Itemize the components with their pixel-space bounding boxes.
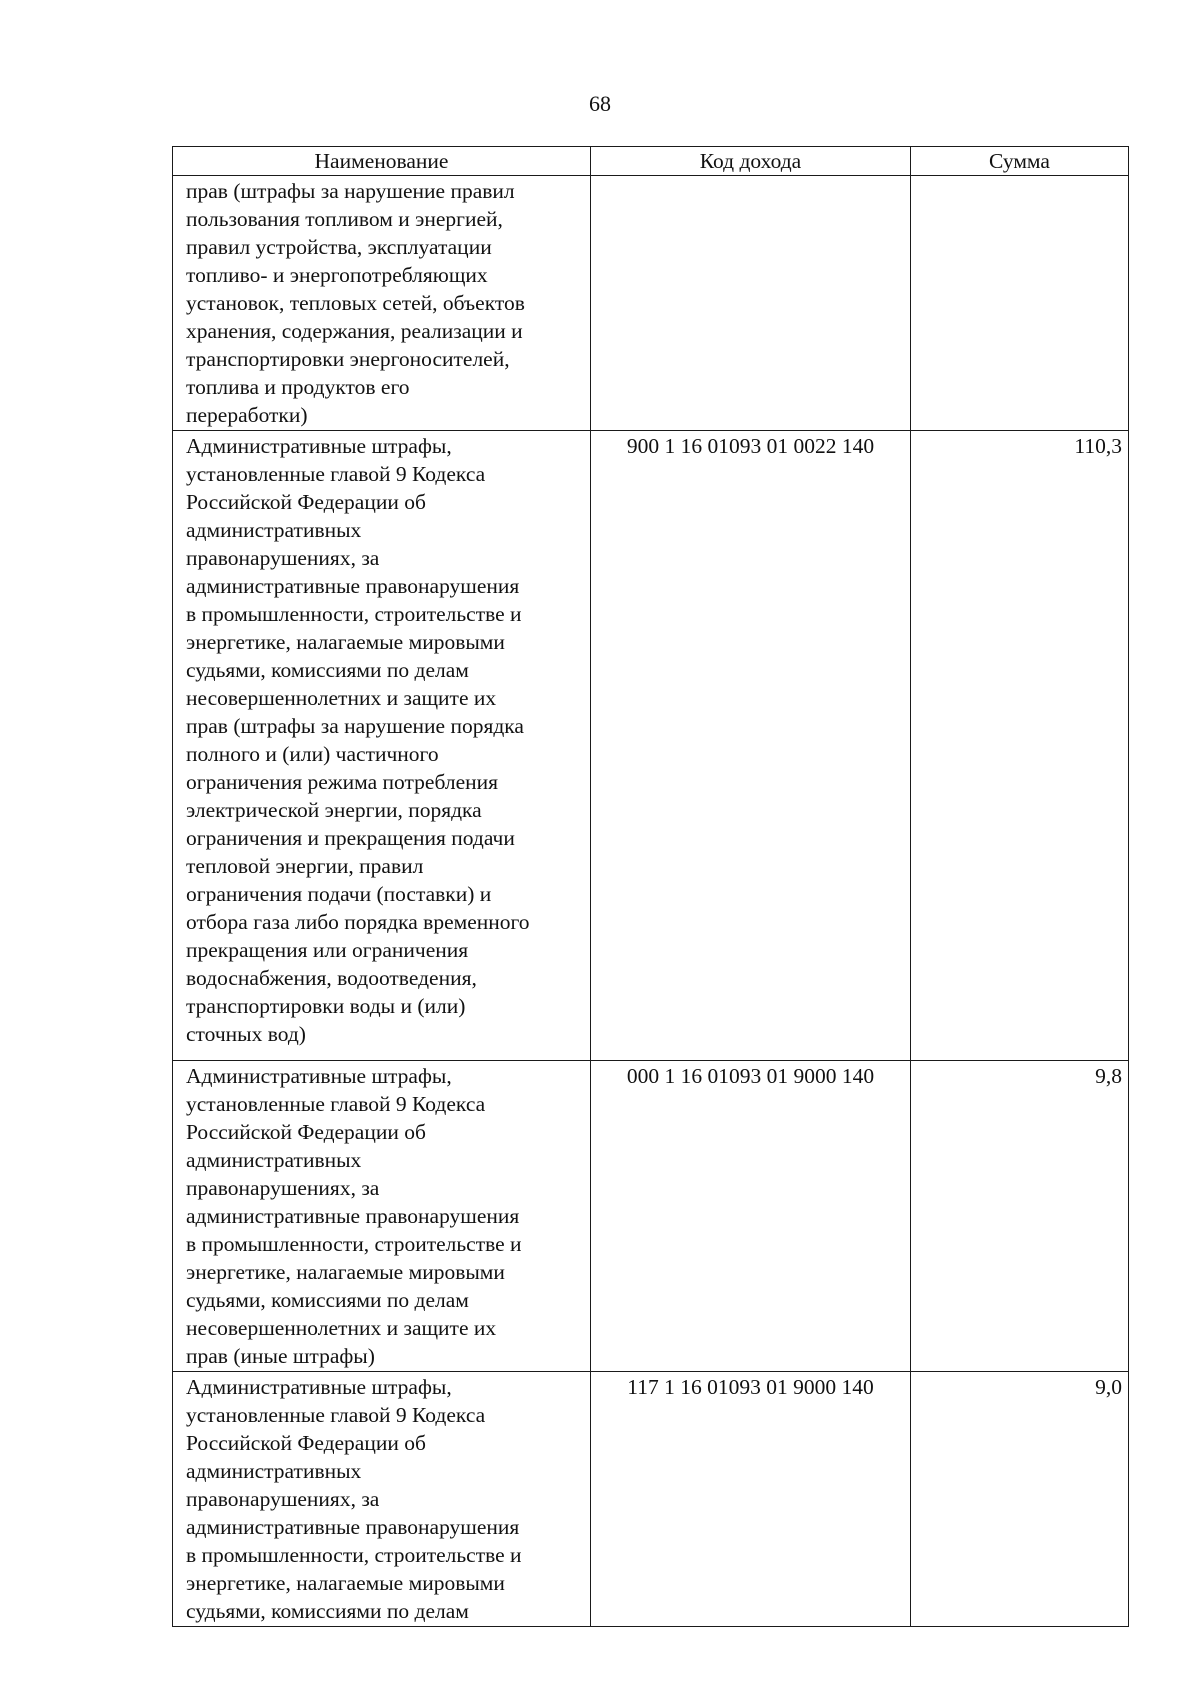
row-sum: 9,0 [911, 1372, 1129, 1627]
table-row [173, 1061, 1129, 1372]
table-row [173, 1372, 1129, 1627]
row-name: Административные штрафы, установленные главой 9 Кодекса Российской Федерации об административных правонарушениях, за административные правонарушения в промышленности, строительстве и энергетике, налагаемые мировыми судьями, комиссиями по делам [173, 1372, 591, 1627]
table-row [173, 431, 1129, 1061]
row-sum: 110,3 [911, 431, 1129, 1061]
table-header-row [173, 147, 1129, 176]
revenue-table [172, 146, 1129, 1627]
row-name: Административные штрафы, установленные главой 9 Кодекса Российской Федерации об административных правонарушениях, за административные правонарушения в промышленности, строительстве и энергетике, налагаемые мировыми судьями, комиссиями по делам несовершеннолетних и защите их прав (штрафы за нарушение порядка полного и (или) частичного ограничения режима потребления электрической энергии, порядка ограничения и прекращения подачи тепловой энергии, правил ограничения подачи (поставки) и отбора газа либо порядка временного прекращения или ограничения водоснабжения, водоотведения, транспортировки воды и (или) сточных вод) [173, 431, 591, 1061]
page-number: 68 [589, 91, 611, 116]
row-name: прав (штрафы за нарушение правил пользования топливом и энергией, правил устройства, эксплуатации топливо- и энергопотребляющих установок, тепловых сетей, объектов хранения, содержания, реализации и транспортировки энергоносителей, топлива и продуктов его переработки) [173, 176, 591, 431]
row-code: 000 1 16 01093 01 9000 140 [591, 1061, 911, 1372]
row-name: Административные штрафы, установленные главой 9 Кодекса Российской Федерации об административных правонарушениях, за административные правонарушения в промышленности, строительстве и энергетике, налагаемые мировыми судьями, комиссиями по делам несовершеннолетних и защите их прав (иные штрафы) [173, 1061, 591, 1372]
row-code: 900 1 16 01093 01 0022 140 [591, 431, 911, 1061]
row-code: 117 1 16 01093 01 9000 140 [591, 1372, 911, 1627]
table-row [173, 176, 1129, 431]
row-code [591, 176, 911, 431]
column-header-code: Код дохода [591, 147, 911, 176]
row-sum: 9,8 [911, 1061, 1129, 1372]
column-header-name: Наименование [173, 147, 591, 176]
column-header-sum: Сумма [911, 147, 1129, 176]
row-sum [911, 176, 1129, 431]
